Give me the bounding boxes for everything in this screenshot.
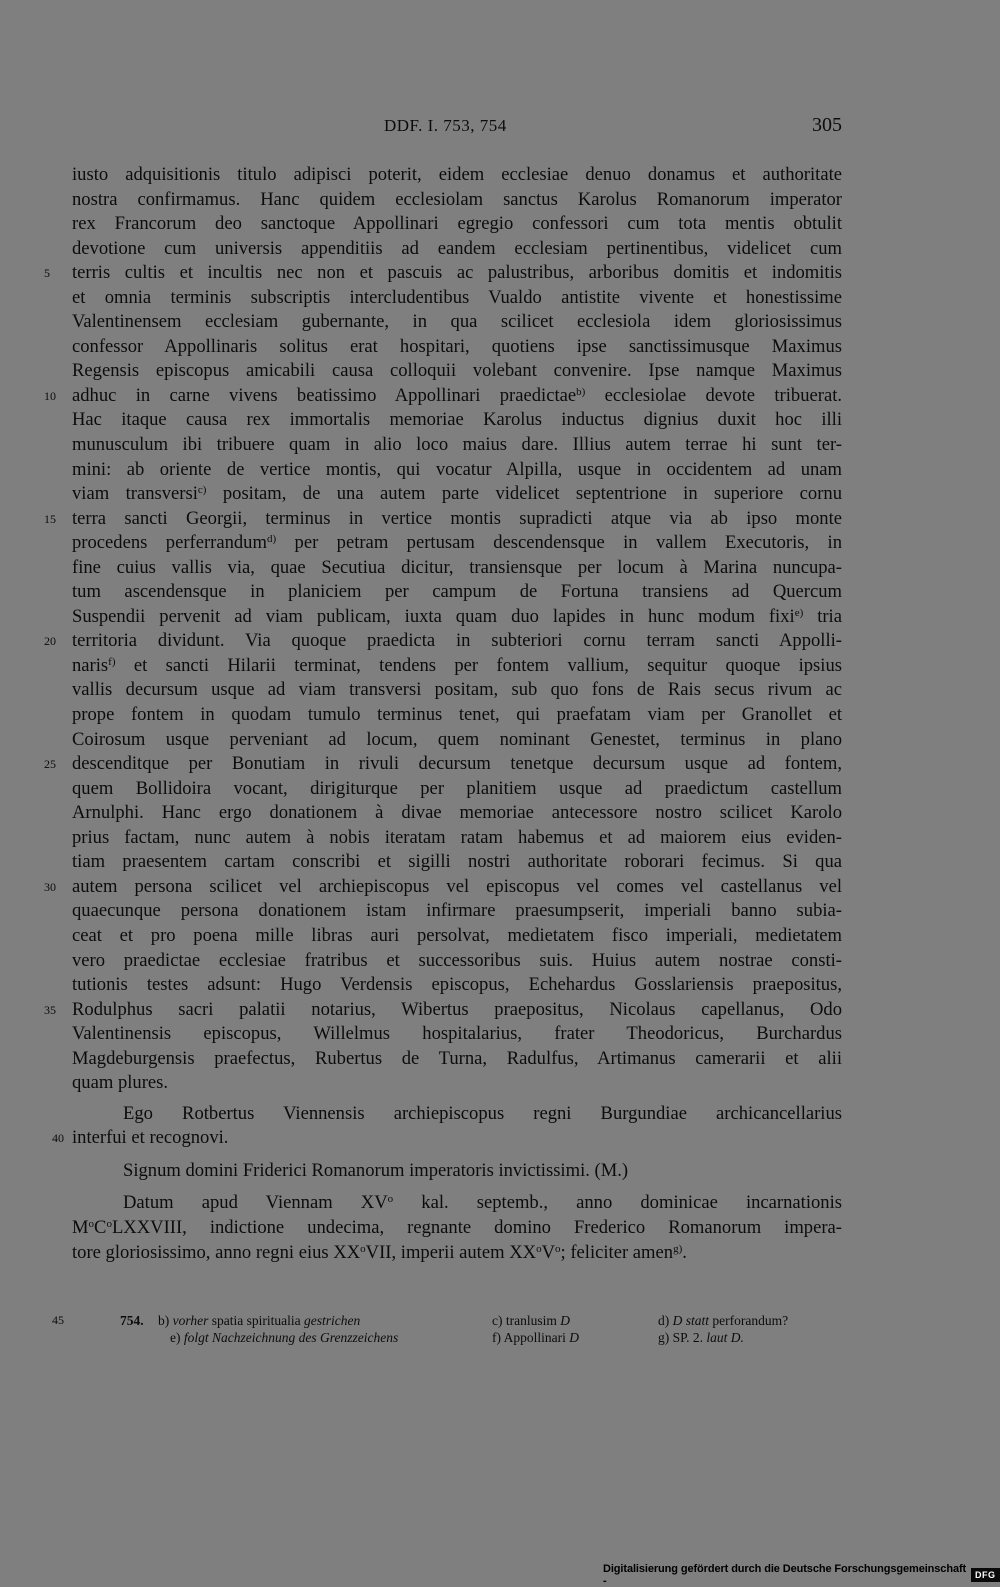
line-text: nostra confirmamus. Hanc quidem ecclesiolam sanctus Karolus Romanorum imperator [72, 189, 842, 210]
main-text-line [72, 998, 842, 1023]
line-text: rex Francorum deo sanctoque Appollinari egregio confessori cum tota mentis obtulit [72, 213, 842, 234]
main-text-line [72, 801, 842, 826]
main-text-line [72, 482, 842, 507]
line-text: Ego Rotbertus Viennensis archiepiscopus regni Burgundiae archicancellarius [123, 1103, 842, 1124]
main-text-line [72, 310, 842, 335]
line-text: viam transversi$^{c)}$ positam, de una autem parte videlicet septentrione in superiore cornu [72, 483, 842, 504]
line-text: interfui et recognovi. [72, 1127, 228, 1148]
footnote-g: g) SP. 2. laut D. [658, 1329, 744, 1346]
line-text: territoria dividunt. Via quoque praedicta in subteriori cornu terram sancti Appolli- [72, 630, 842, 651]
main-text-line [72, 1022, 842, 1047]
line-text: Magdeburgensis praefectus, Rubertus de Turna, Radulfus, Artimanus camerarii et alii [72, 1048, 842, 1069]
main-text-line [72, 1047, 842, 1072]
line-text: iusto adquisitionis titulo adipisci poterit, eidem ecclesiae denuo donamus et authoritate [72, 164, 842, 185]
main-text-line [72, 899, 842, 924]
main-text-line [72, 924, 842, 949]
footnote-doc-number: 754. [120, 1312, 144, 1329]
line-text: naris$^{f)}$ et sancti Hilarii terminat, tendens per fontem vallium, sequitur quoque ipsius [72, 655, 842, 676]
footnote-f: f) Appollinari D [492, 1329, 579, 1346]
line-text: Datum apud Viennam $XV^o$ kal. septemb., anno dominicae incarnationis [123, 1192, 842, 1213]
main-text-line [72, 531, 842, 556]
line-text: quaecunque persona donationem istam infirmare praesumpserit, imperiali banno subia- [72, 900, 842, 921]
main-text-line [72, 654, 842, 679]
line-text: Suspendii pervenit ad viam publicam, iuxta quam duo lapides in hunc modum fixi$^{e)}$ tria [72, 606, 842, 627]
main-text-line [72, 949, 842, 974]
footnote-c: c) tranlusim D [492, 1312, 570, 1329]
main-text-line [72, 580, 842, 605]
running-head: DDF. I. 753, 754 [384, 116, 507, 136]
line-text: adhuc in carne vivens beatissimo Appollinari praedictae$^{b)}$ ecclesiolae devote tribuerat. [72, 385, 842, 406]
line-text: vallis decursum usque ad viam transversi positam, sub quo fons de Rais secus rivum ac [72, 679, 842, 700]
footnote-b: b) vorher spatia spiritualia gestrichen [158, 1312, 360, 1329]
main-text-line [72, 433, 842, 458]
main-text-line [72, 728, 842, 753]
line-text: Rodulphus sacri palatii notarius, Wibertus praepositus, Nicolaus capellanus, Odo [72, 999, 842, 1020]
main-text-line [72, 973, 842, 998]
line-number: 25 [44, 752, 64, 777]
datum-text-line [72, 1241, 842, 1266]
main-text-line [72, 678, 842, 703]
main-text-line [72, 629, 842, 654]
main-text-line [72, 359, 842, 384]
line-number: 15 [44, 507, 64, 532]
main-paragraph [72, 163, 842, 1096]
line-number: 35 [44, 998, 64, 1023]
main-text-line [72, 1071, 842, 1096]
datum-paragraph [72, 1191, 842, 1265]
line-text: devotione cum universis appenditiis ad eandem ecclesiam pertinentibus, videlicet cum [72, 238, 842, 259]
line-text: tore gloriosissimo, anno regni eius $XX^oVII$, imperii autem $XX^oV^o$; feliciter amen$^{g)}$. [72, 1242, 687, 1263]
main-text-line [72, 335, 842, 360]
page-header [72, 114, 842, 140]
footnote-e: e) folgt Nachzeichnung des Grenzzeichens [170, 1329, 398, 1346]
line-text: et omnia terminis subscriptis intercludentibus Vualdo antistite vivente et honestissime [72, 287, 842, 308]
main-text-line [72, 703, 842, 728]
main-text-line [72, 752, 842, 777]
line-text: terra sancti Georgii, terminus in vertice montis supradicti atque via ab ipso monte [72, 508, 842, 529]
line-text: tum ascendensque in planiciem per campum de Fortuna transiens ad Quercum [72, 581, 842, 602]
signum-line: Signum domini Friderici Romanorum imperatoris invictissimi. (M.) [72, 1159, 842, 1184]
line-text: Arnulphi. Hanc ergo donationem à divae memoriae antecessore nostro scilicet Karolo [72, 802, 842, 823]
main-text-line [72, 261, 842, 286]
main-text-line [72, 212, 842, 237]
main-text-line [72, 384, 842, 409]
footnote-row-1 [72, 1312, 842, 1329]
line-text: fine cuius vallis via, quae Secutiua dicitur, transiensque per locum à Marina nuncupa- [72, 557, 842, 578]
main-text-line [72, 556, 842, 581]
line-text: Hac itaque causa rex immortalis memoriae Karolus inductus dignius duxit hoc illi [72, 409, 842, 430]
charter-text [72, 163, 842, 1265]
recognition-text-line [72, 1102, 842, 1127]
line-number: 40 [44, 1126, 64, 1151]
footnote-row-2 [72, 1329, 842, 1346]
line-text: vero praedictae ecclesiae fratribus et successoribus suis. Huius autem nostrae consti- [72, 950, 842, 971]
line-text: tiam praesentem cartam conscribi et sigilli nostri authoritate roborari fecimus. Si qua [72, 851, 842, 872]
datum-text-line [72, 1191, 842, 1216]
main-text-line [72, 408, 842, 433]
line-text: mini: ab oriente de vertice montis, qui vocatur Alpilla, usque in occidentem ad unam [72, 459, 842, 480]
main-text-line [72, 850, 842, 875]
line-text: terris cultis et incultis nec non et pascuis ac palustribus, arboribus domitis et indomitis [72, 262, 842, 283]
line-number: 5 [44, 261, 64, 286]
line-text: Valentinensem ecclesiam gubernante, in qua scilicet ecclesiola idem gloriosissimus [72, 311, 842, 332]
main-text-line [72, 605, 842, 630]
line-text: ceat et pro poena mille libras auri persolvat, medietatem fisco imperiali, medietatem [72, 925, 842, 946]
line-text: prope fontem in quodam tumulo terminus tenet, qui praefatam viam per Granollet et [72, 704, 842, 725]
line-number: 10 [44, 384, 64, 409]
main-text-line [72, 826, 842, 851]
main-text-line [72, 458, 842, 483]
main-text-line [72, 777, 842, 802]
line-text: quam plures. [72, 1072, 168, 1093]
line-text: prius factam, nunc autem à nobis iteratam ratam habemus et ad maiorem eius eviden- [72, 827, 842, 848]
dfg-logo: DFG [971, 1568, 1000, 1582]
footnote-d: d) D statt perforandum? [658, 1312, 788, 1329]
main-text-line [72, 163, 842, 188]
digitization-credit [603, 1567, 1000, 1583]
credit-text: Digitalisierung gefördert durch die Deutsche Forschungsgemeinschaft - [603, 1563, 967, 1587]
line-number: 20 [44, 629, 64, 654]
line-text: $M^oC^oLXXVIII$, indictione undecima, regnante domino Frederico Romanorum impera- [72, 1217, 842, 1238]
line-text: autem persona scilicet vel archiepiscopus vel episcopus vel comes vel castellanus vel [72, 876, 842, 897]
line-text: tutionis testes adsunt: Hugo Verdensis episcopus, Echehardus Gosslariensis praepositus, [72, 974, 842, 995]
line-text: confessor Appollinaris solitus erat hospitari, quotiens ipse sanctissimusque Maximus [72, 336, 842, 357]
line-text: munusculum ibi tribuere quam in alio loco maius dare. Illius autem terrae hi sunt ter- [72, 434, 842, 455]
page-number: 305 [812, 114, 842, 137]
main-text-line [72, 286, 842, 311]
main-text-line [72, 507, 842, 532]
main-text-line [72, 875, 842, 900]
line-text: quem Bollidoira vocant, dirigiturque per planitiem usque ad praedictum castellum [72, 778, 842, 799]
main-text-line [72, 237, 842, 262]
datum-text-line [72, 1216, 842, 1241]
main-text-line [72, 188, 842, 213]
footnotes [72, 1312, 842, 1346]
line-text: Valentinensis episcopus, Willelmus hospitalarius, frater Theodoricus, Burchardus [72, 1023, 842, 1044]
line-text: descenditque per Bonutiam in rivuli decursum tenetque decursum usque ad fontem, [72, 753, 842, 774]
recognition-text-line [72, 1126, 842, 1151]
line-text: Regensis episcopus amicabili causa colloquii volebant convenire. Ipse namque Maximus [72, 360, 842, 381]
line-number: 45 [44, 1312, 64, 1329]
recognition-paragraph [72, 1102, 842, 1151]
line-number: 30 [44, 875, 64, 900]
line-text: Coirosum usque perveniant ad locum, quem nominant Genestet, terminus in plano [72, 729, 842, 750]
line-text: procedens perferrandum$^{d)}$ per petram pertusam descendensque in vallem Executoris, in [72, 532, 842, 553]
